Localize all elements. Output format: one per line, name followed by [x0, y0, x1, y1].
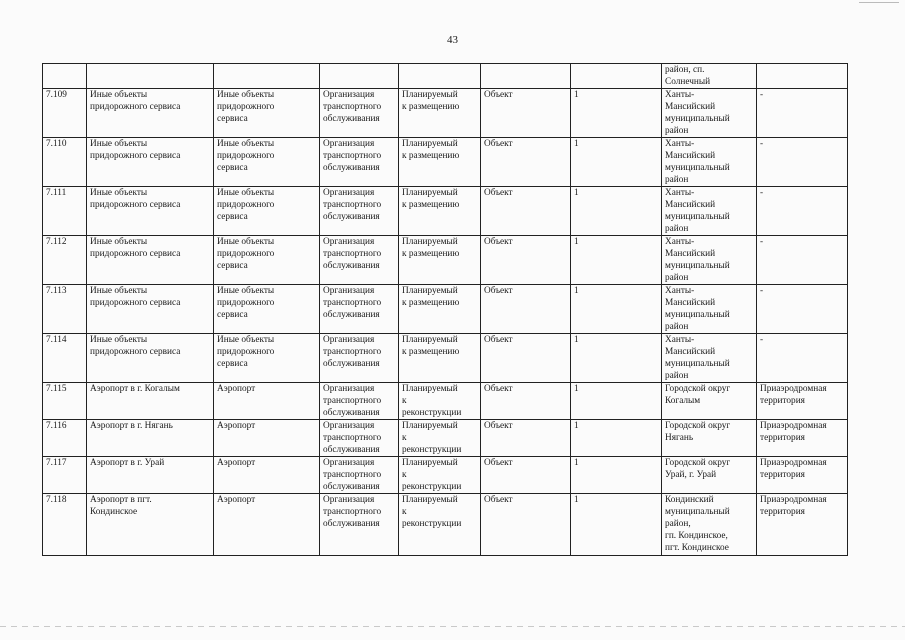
cell-status: Планируемый к размещению: [399, 89, 481, 138]
objects-table: [42, 63, 848, 556]
cell-name: Аэропорт в г. Урай: [87, 457, 214, 494]
cell-location: Ханты- Мансийский муниципальный район: [662, 138, 757, 187]
cell-unit: Объект: [481, 138, 571, 187]
cell-status: Планируемый к реконструкции: [399, 383, 481, 420]
cell-status: Планируемый к реконструкции: [399, 494, 481, 556]
cell-number: 7.111: [43, 187, 87, 236]
scan-artifact: [859, 2, 899, 3]
table-row: [43, 89, 848, 138]
cell-number: 7.110: [43, 138, 87, 187]
cell-zone: Приаэродромная территория: [757, 457, 848, 494]
cell-name: Иные объекты придорожного сервиса: [87, 89, 214, 138]
cell-status: Планируемый к размещению: [399, 285, 481, 334]
cell-status: Планируемый к реконструкции: [399, 420, 481, 457]
cell-number: 7.115: [43, 383, 87, 420]
cell-location: Городской округ Урай, г. Урай: [662, 457, 757, 494]
cell-quantity: 1: [571, 236, 662, 285]
cell-quantity: 1: [571, 457, 662, 494]
cell-unit: Объект: [481, 383, 571, 420]
cell-unit: Объект: [481, 89, 571, 138]
cell-unit: Объект: [481, 236, 571, 285]
cell-number: 7.118: [43, 494, 87, 556]
cell-number: 7.109: [43, 89, 87, 138]
table-row: [43, 64, 848, 89]
cell-purpose: Организация транспортного обслуживания: [320, 494, 399, 556]
table-row: [43, 383, 848, 420]
table-row: [43, 334, 848, 383]
cell-location: Кондинский муниципальный район, гп. Кондинское, пгт. Кондинское: [662, 494, 757, 556]
cell-location: Ханты- Мансийский муниципальный район: [662, 285, 757, 334]
table-body: [43, 64, 848, 556]
cell-location: Ханты- Мансийский муниципальный район: [662, 236, 757, 285]
cell-status: Планируемый к размещению: [399, 236, 481, 285]
cell-name: Иные объекты придорожного сервиса: [87, 187, 214, 236]
cell-location: Ханты- Мансийский муниципальный район: [662, 334, 757, 383]
cell-quantity: 1: [571, 383, 662, 420]
cell-zone: -: [757, 334, 848, 383]
cell-number: 7.113: [43, 285, 87, 334]
cell-unit: Объект: [481, 187, 571, 236]
cell-type: Иные объекты придорожного сервиса: [214, 285, 320, 334]
cell-type: Иные объекты придорожного сервиса: [214, 236, 320, 285]
cell-status: Планируемый к размещению: [399, 187, 481, 236]
cell-zone: Приаэродромная территория: [757, 494, 848, 556]
cell-status: [399, 64, 481, 89]
cell-purpose: Организация транспортного обслуживания: [320, 285, 399, 334]
cell-purpose: Организация транспортного обслуживания: [320, 383, 399, 420]
cell-quantity: 1: [571, 494, 662, 556]
cell-name: Аэропорт в пгт. Кондинское: [87, 494, 214, 556]
scan-artifact-line: [0, 626, 905, 627]
cell-purpose: Организация транспортного обслуживания: [320, 138, 399, 187]
cell-status: Планируемый к реконструкции: [399, 457, 481, 494]
cell-location: Ханты- Мансийский муниципальный район: [662, 187, 757, 236]
cell-number: [43, 64, 87, 89]
cell-unit: Объект: [481, 457, 571, 494]
cell-status: Планируемый к размещению: [399, 334, 481, 383]
table-row: [43, 138, 848, 187]
table-row: [43, 457, 848, 494]
cell-quantity: 1: [571, 187, 662, 236]
cell-location: район, сп. Солнечный: [662, 64, 757, 89]
cell-unit: [481, 64, 571, 89]
cell-name: Иные объекты придорожного сервиса: [87, 334, 214, 383]
cell-purpose: Организация транспортного обслуживания: [320, 334, 399, 383]
cell-unit: Объект: [481, 334, 571, 383]
cell-quantity: 1: [571, 334, 662, 383]
cell-quantity: [571, 64, 662, 89]
cell-quantity: 1: [571, 420, 662, 457]
cell-number: 7.117: [43, 457, 87, 494]
cell-unit: Объект: [481, 285, 571, 334]
cell-zone: -: [757, 138, 848, 187]
cell-type: Аэропорт: [214, 420, 320, 457]
cell-name: [87, 64, 214, 89]
cell-type: Аэропорт: [214, 494, 320, 556]
cell-number: 7.112: [43, 236, 87, 285]
cell-purpose: Организация транспортного обслуживания: [320, 89, 399, 138]
cell-number: 7.116: [43, 420, 87, 457]
cell-zone: -: [757, 187, 848, 236]
cell-purpose: Организация транспортного обслуживания: [320, 457, 399, 494]
cell-zone: -: [757, 285, 848, 334]
cell-zone: Приаэродромная территория: [757, 383, 848, 420]
cell-zone: Приаэродромная территория: [757, 420, 848, 457]
cell-name: Аэропорт в г. Когалым: [87, 383, 214, 420]
cell-type: Иные объекты придорожного сервиса: [214, 187, 320, 236]
cell-purpose: Организация транспортного обслуживания: [320, 236, 399, 285]
cell-type: Иные объекты придорожного сервиса: [214, 138, 320, 187]
cell-type: Аэропорт: [214, 383, 320, 420]
cell-location: Ханты- Мансийский муниципальный район: [662, 89, 757, 138]
cell-purpose: Организация транспортного обслуживания: [320, 187, 399, 236]
cell-quantity: 1: [571, 285, 662, 334]
cell-unit: Объект: [481, 420, 571, 457]
cell-type: Иные объекты придорожного сервиса: [214, 89, 320, 138]
cell-unit: Объект: [481, 494, 571, 556]
cell-location: Городской округ Когалым: [662, 383, 757, 420]
cell-zone: [757, 64, 848, 89]
cell-status: Планируемый к размещению: [399, 138, 481, 187]
table-row: [43, 494, 848, 556]
cell-zone: -: [757, 236, 848, 285]
cell-name: Иные объекты придорожного сервиса: [87, 138, 214, 187]
cell-location: Городской округ Нягань: [662, 420, 757, 457]
table-row: [43, 236, 848, 285]
cell-name: Иные объекты придорожного сервиса: [87, 285, 214, 334]
cell-purpose: [320, 64, 399, 89]
page-number: 43: [447, 34, 458, 46]
table-row: [43, 285, 848, 334]
cell-purpose: Организация транспортного обслуживания: [320, 420, 399, 457]
cell-zone: -: [757, 89, 848, 138]
cell-type: [214, 64, 320, 89]
cell-number: 7.114: [43, 334, 87, 383]
table-row: [43, 187, 848, 236]
cell-quantity: 1: [571, 138, 662, 187]
table-row: [43, 420, 848, 457]
cell-name: Аэропорт в г. Нягань: [87, 420, 214, 457]
cell-quantity: 1: [571, 89, 662, 138]
cell-type: Аэропорт: [214, 457, 320, 494]
cell-name: Иные объекты придорожного сервиса: [87, 236, 214, 285]
cell-type: Иные объекты придорожного сервиса: [214, 334, 320, 383]
